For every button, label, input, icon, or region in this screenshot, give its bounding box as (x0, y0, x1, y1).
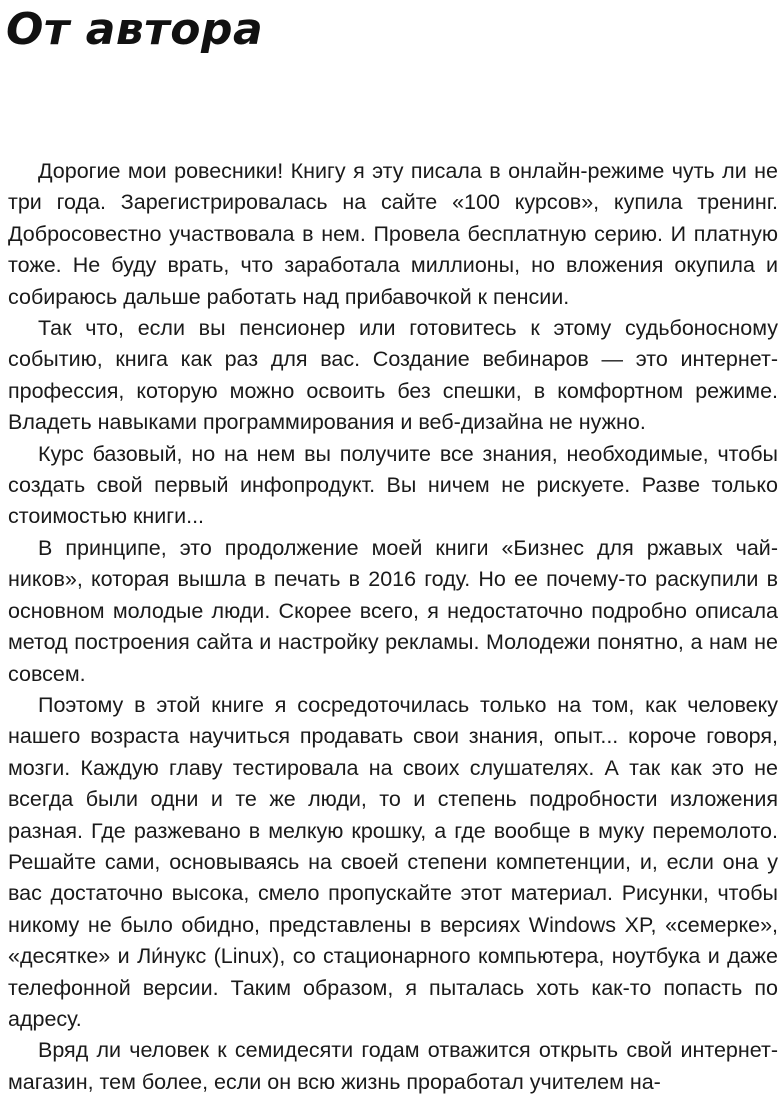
paragraph-1: Дорогие мои ровесники! Книгу я эту писала в онлайн-режиме чуть ли не три года. Зарегистрировалась на сайте «100 курсов», купила тренинг. Добросовестно участвовала в нем. Провела бесплатную серию. И платную тоже. Не буду врать, что заработала миллионы, но вложения окупила и собираюсь дальше работать над прибавочкой к пенсии. (8, 159, 778, 309)
paragraph-6: Вряд ли человек к семидесяти годам отважится открыть свой интернет-магазин, тем более, если он всю жизнь проработал учителем на- (8, 1038, 778, 1094)
page-title: От автора (6, 4, 264, 55)
body-text (8, 156, 778, 1098)
paragraph-2: Так что, если вы пенсионер или готовитесь к этому судьбоносному событию, книга как раз для вас. Создание вебинаров — это интернет-профессия, которую можно освоить без спешки, в комфортном режиме. Владеть навыками программирования и веб-дизайна не нужно. (8, 316, 778, 435)
paragraph-4: В принципе, это продолжение моей книги «Бизнес для ржавых чайников», которая вышла в печать в 2016 году. Но ее почему-то раскупили в основном молодые люди. Скорее всего, я недостаточно подробно описала метод построения сайта и настройку рекламы. Молодежи понятно, а нам не совсем. (8, 535, 778, 686)
paragraph-5: Поэтому в этой книге я сосредоточилась только на том, как человеку нашего возраста научиться продавать свои знания, опыт... короче говоря, мозги. Каждую главу тестировала на своих слушателях. А так как это не всегда были одни и те же люди, то и степень подробности изложения разная. Где разжевано в мелкую крошку, а где вообще в муку перемолото. Решайте сами, основываясь на своей степени компетенции, и, если она у вас достаточно высока, смело пропускайте этот материал. Рисунки, чтобы никому не было обидно, представлены в версиях Windows XP, «семерке», «десятке» и Ли́нукс (Linux), со стационарного компьютера, ноутбука и даже телефонной версии. Таким образом, я пыталась хоть как-то попасть по адресу. (8, 692, 778, 1031)
paragraph-3: Курс базовый, но на нем вы получите все знания, необходимые, чтобы создать свой первый инфопродукт. Вы ничем не рискуете. Разве только стоимостью книги... (8, 441, 778, 529)
